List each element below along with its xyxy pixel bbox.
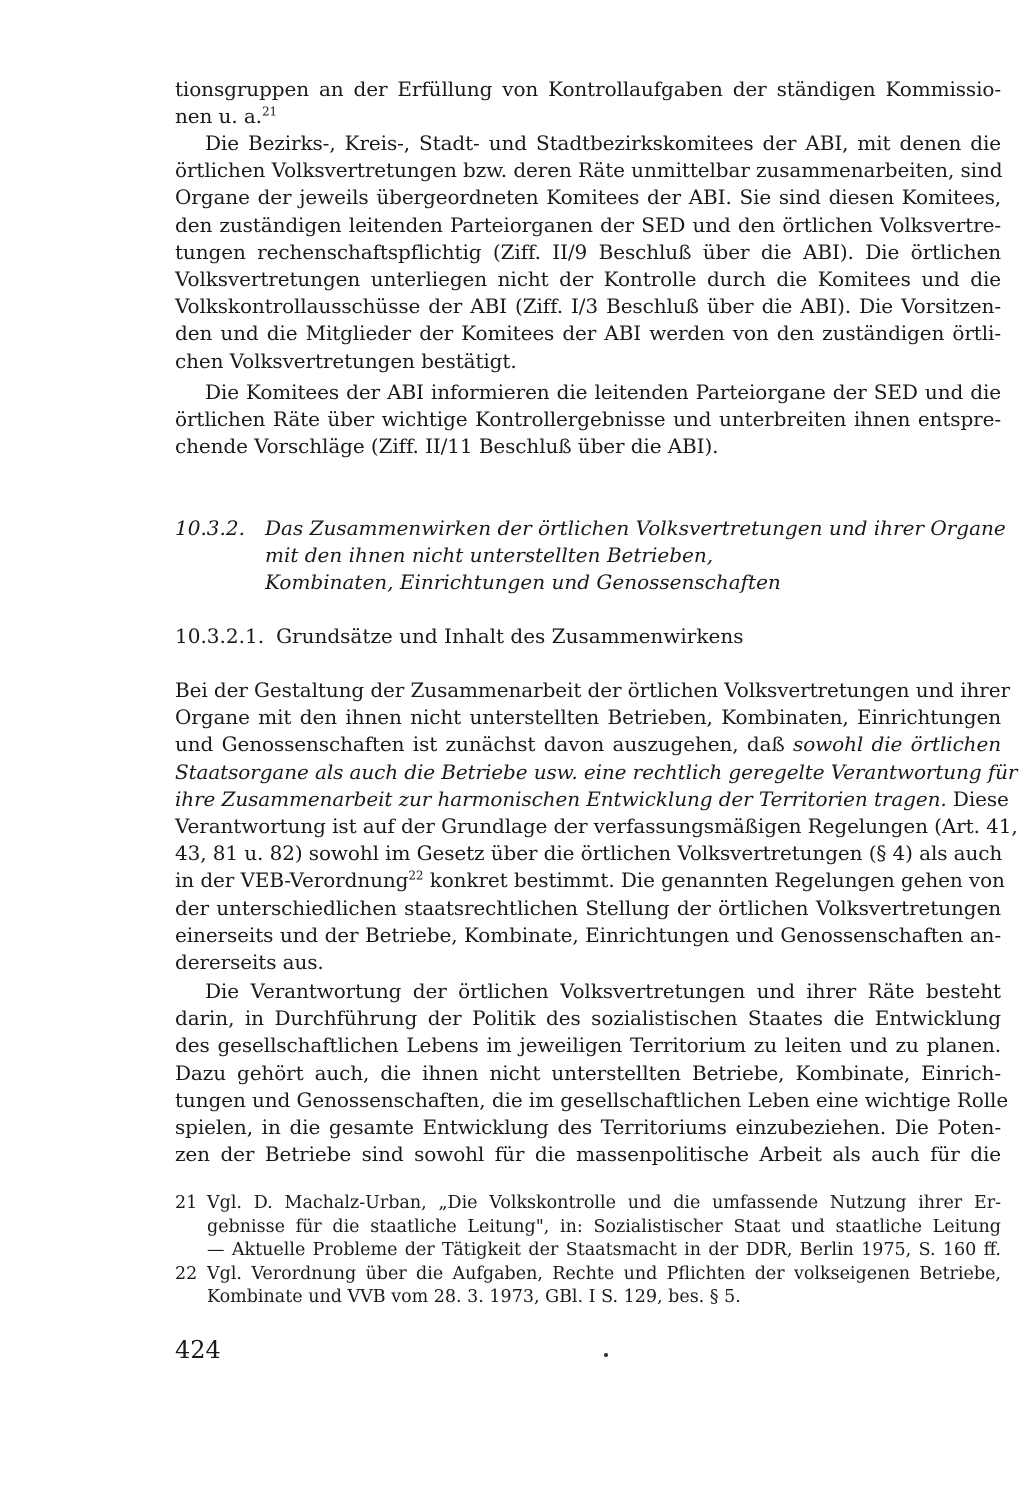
- paragraph-abi-komitees: [175, 130, 1001, 375]
- footnote-22: [175, 1263, 1001, 1310]
- text-line: tungen rechenschaftspflichtig (Ziff. II/9 Beschluß über die ABI). Die örtlichen: [175, 239, 1001, 264]
- text-line: örtlichen Räte über wichtige Kontrollergebnisse und unterbreiten ihnen entspre-: [175, 407, 1001, 432]
- text-line: spielen, in die gesamte Entwicklung des Territoriums einzubeziehen. Die Poten-: [175, 1115, 1001, 1140]
- text-line: Organe der jeweils übergeordneten Komitees der ABI. Sie sind diesen Komitees,: [175, 185, 1001, 210]
- section-heading: [175, 515, 1005, 597]
- text-line: des gesellschaftlichen Lebens im jeweiligen Territorium zu leiten und zu planen.: [175, 1033, 1001, 1058]
- section-title-line: Das Zusammenwirken der örtlichen Volksvertretungen und ihrer Organe: [265, 516, 1006, 540]
- text-line: zen der Betriebe sind sowohl für die massenpolitische Arbeit als auch für die: [175, 1142, 1001, 1167]
- text-line: Die Verantwortung der örtlichen Volksvertretungen und ihrer Räte besteht: [205, 979, 1001, 1003]
- footnote-ref[interactable]: 22: [408, 868, 424, 883]
- emphasis: ihre Zusammenarbeit zur harmonischen Entwicklung der Territorien tragen.: [175, 786, 947, 811]
- text-line: Organe mit den ihnen nicht unterstellten Betrieben, Kombinaten, Einrichtungen: [175, 705, 1001, 730]
- subsection-heading: [175, 623, 743, 650]
- text-line: den zuständigen leitenden Parteiorganen der SED und den örtlichen Volksvertre-: [175, 212, 1001, 237]
- text-line: tungen und Genossenschaften, die im gesellschaftlichen Leben eine wichtige Rolle: [175, 1087, 1009, 1112]
- footnote-number: 21: [175, 1193, 198, 1213]
- section-title-line: Kombinaten, Einrichtungen und Genossenschaften: [265, 570, 781, 594]
- text-line: Die Komitees der ABI informieren die leitenden Parteiorgane der SED und die: [205, 380, 1001, 404]
- text-line: den und die Mitglieder der Komitees der ABI werden von den zuständigen örtli-: [175, 321, 1001, 346]
- text-line: chen Volksvertretungen bestätigt.: [175, 348, 517, 373]
- section-title: [265, 515, 1005, 596]
- text-line: 43, 81 u. 82) sowohl im Gesetz über die örtlichen Volksvertretungen (§ 4) als auch: [175, 841, 1003, 866]
- section-title-line: mit den ihnen nicht unterstellten Betrieben,: [265, 543, 714, 567]
- text-line: Verantwortung ist auf der Grundlage der verfassungsmäßigen Regelungen (Art. 41,: [175, 814, 1018, 839]
- footnote-number: 22: [175, 1263, 198, 1284]
- footnote-ref[interactable]: 21: [261, 104, 278, 119]
- footnote-line: Kombinate und VVB vom 28. 3. 1973, GBl. I S. 129, bes. § 5.: [207, 1287, 741, 1307]
- text-line: Die Bezirks-, Kreis-, Stadt- und Stadtbezirkskomitees der ABI, mit denen die: [205, 131, 1001, 155]
- footnote-line: Vgl. Verordnung über die Aufgaben, Rechte und Pflichten der volkseigenen Betriebe,: [207, 1263, 1001, 1284]
- footnote-line: gebnisse für die staatliche Leitung", in: Sozialistischer Staat und staatliche Leitung: [207, 1216, 1001, 1237]
- page-number: 424: [175, 1336, 221, 1364]
- footnote-21: [175, 1192, 1001, 1263]
- paragraph-komitees-informieren: [175, 379, 1001, 461]
- footnote-line: — Aktuelle Probleme der Tätigkeit der Staatsmacht in der DDR, Berlin 1975, S. 160 ff.: [207, 1240, 1001, 1260]
- print-speck: [604, 1353, 608, 1357]
- section-number: 10.3.2.: [175, 516, 245, 540]
- text-line-emphasis: Staatsorgane als auch die Betriebe usw. eine rechtlich geregelte Verantwortung für: [175, 759, 1018, 784]
- text-line: in der VEB-Verordnung$^{22}$ konkret bestimmt. Die genannten Regelungen gehen von: [175, 868, 1005, 893]
- paragraph-continuation: [175, 76, 1001, 130]
- footnote-line: Vgl. D. Machalz-Urban, „Die Volkskontrolle und die umfassende Nutzung ihrer Er-: [207, 1193, 1001, 1213]
- footnotes: [175, 1192, 1001, 1310]
- paragraph-gestaltung: [175, 677, 1018, 976]
- subsection-number: 10.3.2.1.: [175, 624, 265, 648]
- text-line: nen u. a.$^{21}$: [175, 104, 278, 129]
- emphasis: sowohl die örtlichen: [793, 732, 1001, 757]
- paragraph-verantwortung: [175, 978, 1009, 1168]
- text-line: ihre Zusammenarbeit zur harmonischen Entwicklung der Territorien tragen. Diese: [175, 786, 1009, 811]
- text-line: Volksvertretungen unterliegen nicht der Kontrolle durch die Komitees und die: [175, 267, 1001, 292]
- text-line: darin, in Durchführung der Politik des sozialistischen Staates die Entwicklung: [175, 1006, 1001, 1031]
- text-line: und Genossenschaften ist zunächst davon auszugehen, daß sowohl die örtlichen: [175, 732, 1001, 757]
- text-line: örtlichen Volksvertretungen bzw. deren Räte unmittelbar zusammenarbeiten, sind: [175, 158, 1003, 183]
- text-line: chende Vorschläge (Ziff. II/11 Beschluß über die ABI).: [175, 434, 719, 459]
- subsection-title: Grundsätze und Inhalt des Zusammenwirkens: [276, 624, 744, 648]
- text-line: tionsgruppen an der Erfüllung von Kontrollaufgaben der ständigen Kommissio-: [175, 77, 1001, 101]
- text-line: Dazu gehört auch, die ihnen nicht unterstellten Betriebe, Kombinate, Einrich-: [175, 1060, 1001, 1085]
- text-line: dererseits aus.: [175, 950, 324, 975]
- text-line: einerseits und der Betriebe, Kombinate, Einrichtungen und Genossenschaften an-: [175, 922, 1001, 947]
- text-line: Bei der Gestaltung der Zusammenarbeit der örtlichen Volksvertretungen und ihrer: [175, 678, 1010, 702]
- text-line: Volkskontrollausschüsse der ABI (Ziff. I/3 Beschluß über die ABI). Die Vorsitzen-: [175, 294, 1001, 319]
- text-line: der unterschiedlichen staatsrechtlichen Stellung der örtlichen Volksvertretungen: [175, 895, 1001, 920]
